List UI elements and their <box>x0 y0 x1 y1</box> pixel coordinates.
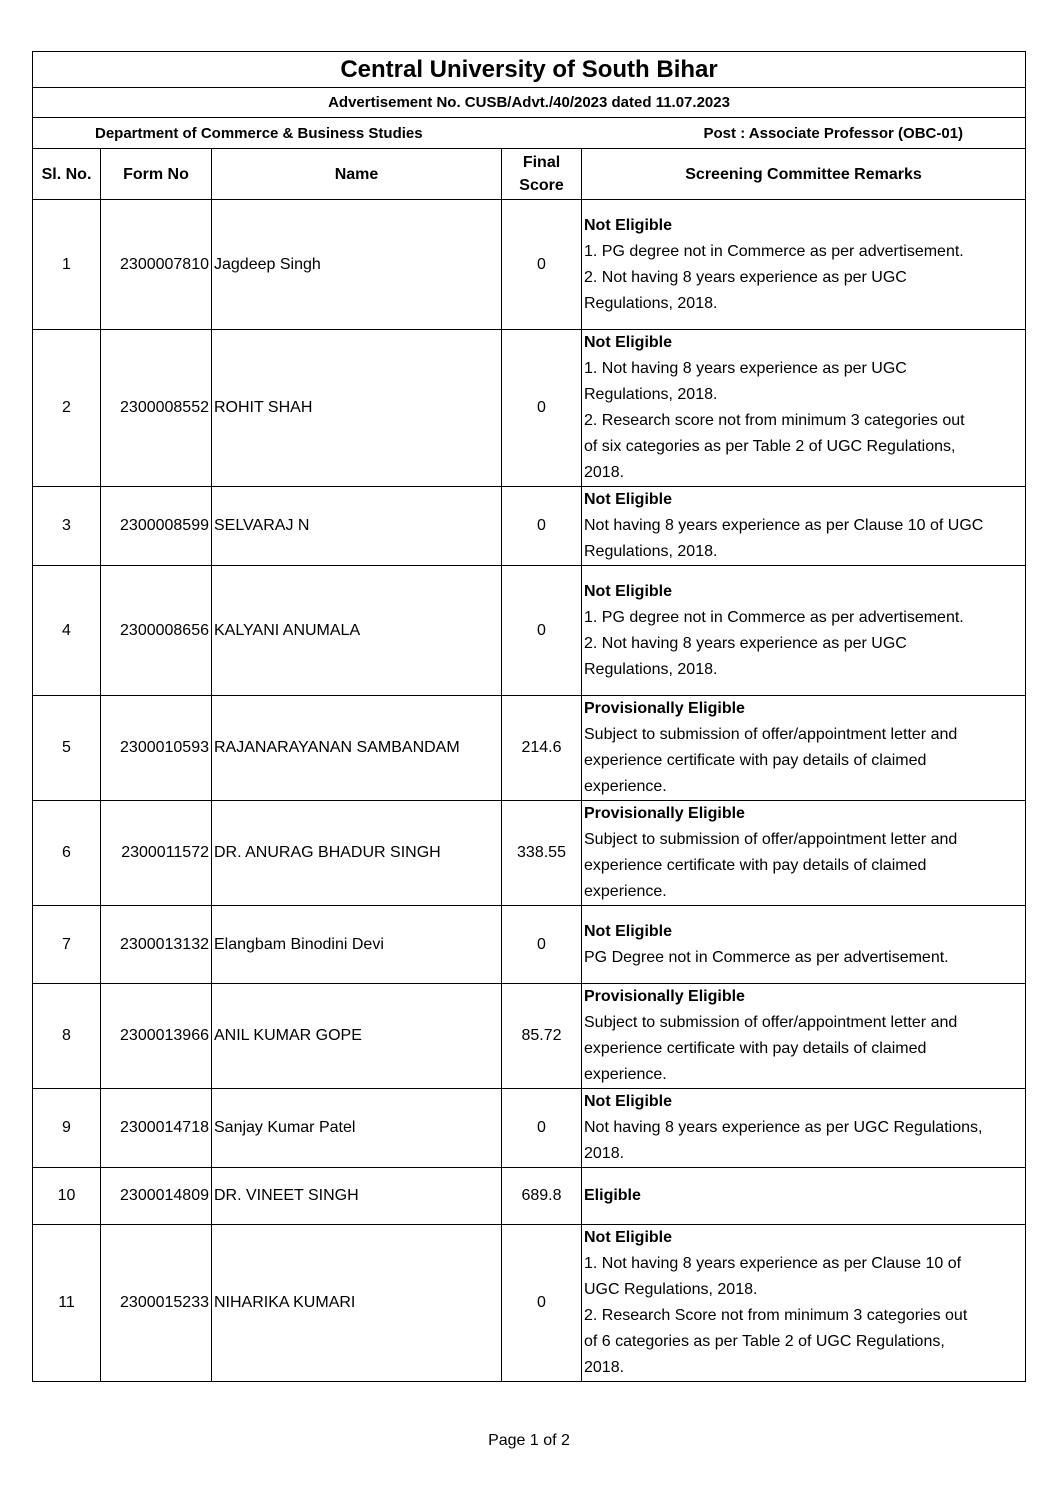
remark-line: 2018. <box>584 1359 625 1376</box>
eligibility-status: Provisionally Eligible <box>584 700 745 717</box>
remark-line: 1. PG degree not in Commerce as per advertisement. <box>584 608 964 626</box>
remark-line: Regulations, 2018. <box>584 660 718 678</box>
remark-line: 1. PG degree not in Commerce as per advertisement. <box>584 242 964 260</box>
remark-line: 2. Not having 8 years experience as per UGC <box>584 634 907 652</box>
remark-line: Subject to submission of offer/appointment letter and <box>584 1014 958 1031</box>
sl-no-cell: 4 <box>33 566 101 696</box>
remark-line: experience. <box>584 778 667 795</box>
sl-no-cell: 2 <box>33 330 101 487</box>
sl-no-cell: 5 <box>33 696 101 801</box>
table-row <box>33 1089 1026 1168</box>
remark-line: 2. Research Score not from minimum 3 categories out <box>584 1307 968 1324</box>
form-no-cell: 2300010593 <box>101 696 212 801</box>
header-form-no: Form No <box>101 149 212 200</box>
remark-line: experience certificate with pay details of claimed <box>584 752 927 769</box>
name-cell: KALYANI ANUMALA <box>212 566 502 696</box>
remark-line: UGC Regulations, 2018. <box>584 1281 758 1298</box>
name-cell: DR. VINEET SINGH <box>212 1168 502 1225</box>
name-cell: ANIL KUMAR GOPE <box>212 984 502 1089</box>
final-score-cell: 0 <box>502 200 582 330</box>
remark-line: Not having 8 years experience as per UGC Regulations, <box>584 1119 983 1136</box>
sl-no-cell: 9 <box>33 1089 101 1168</box>
remark-line: Not having 8 years experience as per Clause 10 of UGC <box>584 517 984 534</box>
header-final-score <box>502 149 582 200</box>
name-cell: ROHIT SHAH <box>212 330 502 487</box>
remarks-cell <box>582 566 1026 696</box>
name-cell: NIHARIKA KUMARI <box>212 1225 502 1382</box>
form-no-cell: 2300008552 <box>101 330 212 487</box>
remarks-cell <box>582 200 1026 330</box>
final-score-cell: 0 <box>502 1089 582 1168</box>
remark-line: experience certificate with pay details of claimed <box>584 1040 927 1057</box>
remark-line: experience. <box>584 883 667 900</box>
table-row <box>33 1225 1026 1382</box>
eligibility-status: Not Eligible <box>584 922 672 940</box>
table-row <box>33 330 1026 487</box>
post-name: Post : Associate Professor (OBC-01) <box>703 124 964 142</box>
remark-line: Subject to submission of offer/appointment letter and <box>584 726 958 743</box>
final-score-cell: 338.55 <box>502 801 582 906</box>
sl-no-cell: 3 <box>33 487 101 566</box>
remarks-cell <box>582 801 1026 906</box>
table-row <box>33 1168 1026 1225</box>
remarks-cell <box>582 984 1026 1089</box>
sl-no-cell: 8 <box>33 984 101 1089</box>
sl-no-cell: 1 <box>33 200 101 330</box>
table-row <box>33 487 1026 566</box>
form-no-cell: 2300008599 <box>101 487 212 566</box>
remark-line: 2. Not having 8 years experience as per UGC <box>584 268 907 286</box>
advertisement-number: Advertisement No. CUSB/Advt./40/2023 dated 11.07.2023 <box>33 88 1026 118</box>
eligibility-status: Not Eligible <box>584 334 672 351</box>
department-name: Department of Commerce & Business Studies <box>95 124 423 142</box>
final-score-cell: 0 <box>502 330 582 487</box>
remark-line: PG Degree not in Commerce as per advertisement. <box>584 948 949 966</box>
screening-table <box>32 51 1026 1382</box>
eligibility-status: Not Eligible <box>584 216 672 234</box>
header-score-line1: Final <box>522 154 561 171</box>
name-cell: Jagdeep Singh <box>212 200 502 330</box>
university-title: Central University of South Bihar <box>33 52 1026 88</box>
header-remarks: Screening Committee Remarks <box>582 149 1026 200</box>
eligibility-status: Not Eligible <box>584 1229 672 1246</box>
remark-line: 1. Not having 8 years experience as per Clause 10 of <box>584 1255 962 1272</box>
remark-line: Regulations, 2018. <box>584 543 718 560</box>
form-no-cell: 2300013966 <box>101 984 212 1089</box>
final-score-cell: 689.8 <box>502 1168 582 1225</box>
final-score-cell: 0 <box>502 1225 582 1382</box>
final-score-cell: 0 <box>502 566 582 696</box>
eligibility-status: Provisionally Eligible <box>584 988 745 1005</box>
name-cell: Elangbam Binodini Devi <box>212 906 502 984</box>
remarks-cell <box>582 1089 1026 1168</box>
document-sheet <box>32 51 1025 1382</box>
form-no-cell: 2300015233 <box>101 1225 212 1382</box>
final-score-cell: 0 <box>502 906 582 984</box>
remarks-cell <box>582 487 1026 566</box>
final-score-cell: 214.6 <box>502 696 582 801</box>
table-row <box>33 566 1026 696</box>
form-no-cell: 2300014718 <box>101 1089 212 1168</box>
form-no-cell: 2300014809 <box>101 1168 212 1225</box>
page-footer: Page 1 of 2 <box>488 1432 570 1449</box>
form-no-cell: 2300013132 <box>101 906 212 984</box>
sl-no-cell: 11 <box>33 1225 101 1382</box>
remark-line: Subject to submission of offer/appointment letter and <box>584 831 958 848</box>
header-name: Name <box>212 149 502 200</box>
table-row <box>33 984 1026 1089</box>
eligibility-status: Not Eligible <box>584 582 672 600</box>
form-no-cell: 2300011572 <box>101 801 212 906</box>
eligibility-status: Eligible <box>584 1187 641 1204</box>
remark-line: 2. Research score not from minimum 3 categories out <box>584 412 965 429</box>
table-row <box>33 200 1026 330</box>
remark-line: of six categories as per Table 2 of UGC Regulations, <box>584 438 956 455</box>
eligibility-status: Provisionally Eligible <box>584 805 745 822</box>
table-row <box>33 906 1026 984</box>
remark-line: Regulations, 2018. <box>584 386 718 403</box>
table-row <box>33 801 1026 906</box>
name-cell: DR. ANURAG BHADUR SINGH <box>212 801 502 906</box>
form-no-cell: 2300008656 <box>101 566 212 696</box>
remark-line: Regulations, 2018. <box>584 294 718 312</box>
remarks-cell <box>582 906 1026 984</box>
header-score-line2: Score <box>519 177 564 194</box>
remark-line: 2018. <box>584 1145 625 1162</box>
remarks-cell <box>582 1225 1026 1382</box>
form-no-cell: 2300007810 <box>101 200 212 330</box>
sl-no-cell: 6 <box>33 801 101 906</box>
remark-line: 1. Not having 8 years experience as per UGC <box>584 360 907 377</box>
eligibility-status: Not Eligible <box>584 491 672 508</box>
department-post-row <box>33 118 1026 149</box>
remarks-cell <box>582 696 1026 801</box>
remark-line: experience. <box>584 1066 667 1083</box>
remark-line: of 6 categories as per Table 2 of UGC Regulations, <box>584 1333 945 1350</box>
remark-line: 2018. <box>584 464 625 481</box>
header-sl-no: Sl. No. <box>33 149 101 200</box>
eligibility-status: Not Eligible <box>584 1093 672 1110</box>
final-score-cell: 0 <box>502 487 582 566</box>
remarks-cell <box>582 330 1026 487</box>
name-cell: RAJANARAYANAN SAMBANDAM <box>212 696 502 801</box>
final-score-cell: 85.72 <box>502 984 582 1089</box>
remark-line: experience certificate with pay details of claimed <box>584 857 927 874</box>
name-cell: Sanjay Kumar Patel <box>212 1089 502 1168</box>
sl-no-cell: 10 <box>33 1168 101 1225</box>
remarks-cell <box>582 1168 1026 1225</box>
name-cell: SELVARAJ N <box>212 487 502 566</box>
sl-no-cell: 7 <box>33 906 101 984</box>
table-row <box>33 696 1026 801</box>
